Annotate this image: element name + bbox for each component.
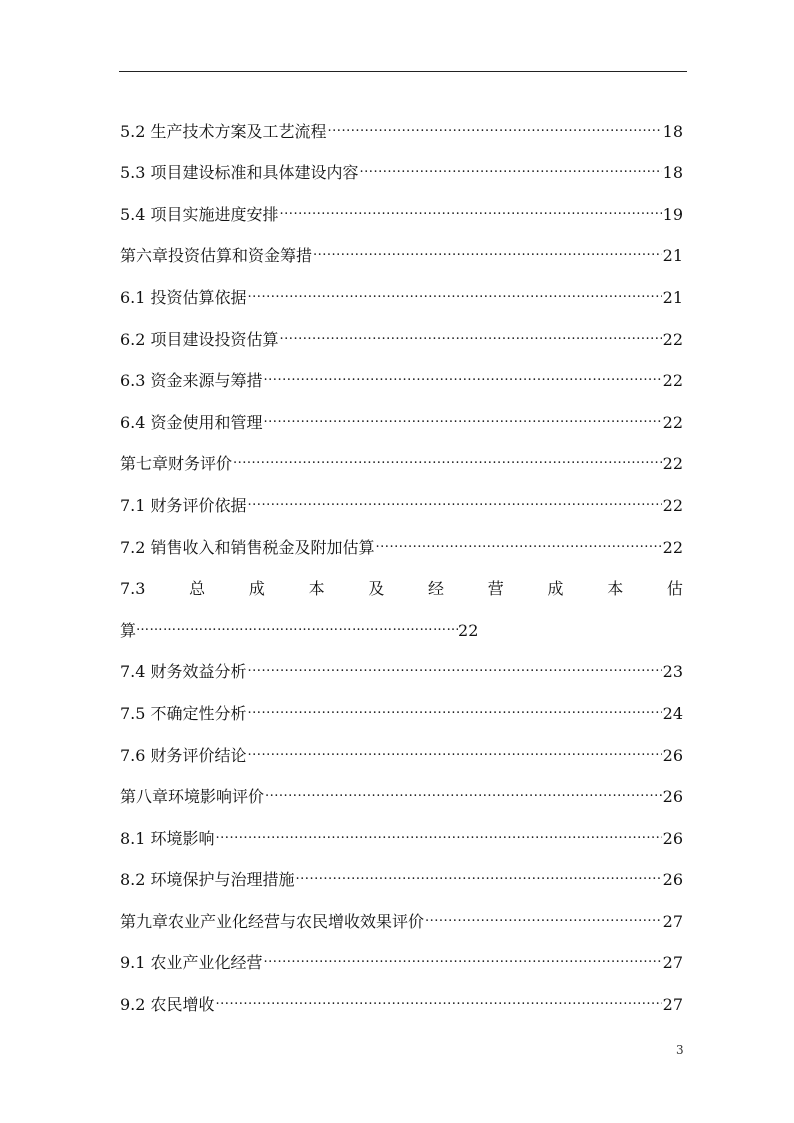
toc-dot-leader <box>216 991 662 1011</box>
toc-entry[interactable] <box>120 724 683 766</box>
toc-entry-title: 7.6 财务评价结论 <box>120 745 247 765</box>
toc-dot-leader <box>248 492 662 512</box>
toc-entry[interactable] <box>120 641 683 683</box>
toc-spread-char: 经 <box>428 579 445 599</box>
toc-spread-char: 成 <box>547 579 564 599</box>
toc-entry[interactable] <box>120 433 683 475</box>
toc-dot-leader <box>280 201 662 221</box>
toc-entry-page: 24 <box>662 703 683 723</box>
toc-entry-page: 22 <box>458 620 479 640</box>
toc-entry[interactable] <box>120 890 683 932</box>
toc-entry[interactable] <box>120 266 683 308</box>
toc-entry-page: 21 <box>662 287 683 307</box>
toc-spread-char: 本 <box>308 579 325 599</box>
toc-entry-title: 第七章财务评价 <box>120 454 233 474</box>
toc-dot-leader <box>376 534 662 554</box>
toc-entry-page: 27 <box>662 995 683 1015</box>
toc-entry[interactable] <box>120 766 683 808</box>
toc-spread-char: 营 <box>487 579 504 599</box>
toc-entry-title: 8.2 环境保护与治理措施 <box>120 870 295 890</box>
toc-dot-leader <box>296 866 662 886</box>
toc-entry-title: 9.2 农民增收 <box>120 995 215 1015</box>
toc-entry[interactable] <box>120 849 683 891</box>
toc-entry-wrapped-continuation[interactable] <box>120 599 683 641</box>
toc-entry-title: 6.1 投资估算依据 <box>120 287 247 307</box>
toc-entry-title: 6.2 项目建设投资估算 <box>120 329 279 349</box>
toc-entry-page: 23 <box>662 662 683 682</box>
toc-dot-leader <box>264 949 662 969</box>
toc-entry[interactable] <box>120 807 683 849</box>
toc-section-before <box>120 100 683 558</box>
toc-entry-page: 22 <box>662 329 683 349</box>
toc-entry-page: 26 <box>662 787 683 807</box>
toc-dot-leader <box>248 700 662 720</box>
toc-entry-page: 22 <box>662 537 683 557</box>
toc-dot-leader <box>248 742 662 762</box>
toc-entry-title: 7.4 财务效益分析 <box>120 662 247 682</box>
toc-entry[interactable] <box>120 474 683 516</box>
toc-entry-wrapped[interactable] <box>120 558 683 600</box>
toc-spread-char: 估 <box>666 579 683 599</box>
toc-dot-leader <box>280 326 662 346</box>
toc-entry-title: 7.2 销售收入和销售税金及附加估算 <box>120 537 375 557</box>
toc-entry-title: 6.3 资金来源与筹措 <box>120 371 263 391</box>
toc-entry[interactable] <box>120 350 683 392</box>
toc-entry-title: 7.5 不确定性分析 <box>120 703 247 723</box>
toc-dot-leader <box>328 118 662 138</box>
toc-entry-title: 8.1 环境影响 <box>120 828 215 848</box>
toc-entry-page: 21 <box>662 246 683 266</box>
toc-dot-leader <box>313 242 662 262</box>
toc-dot-leader <box>233 450 662 470</box>
toc-entry-page: 22 <box>662 454 683 474</box>
toc-entry-title: 5.2 生产技术方案及工艺流程 <box>120 121 327 141</box>
toc-entry[interactable] <box>120 682 683 724</box>
toc-dot-leader <box>425 908 662 928</box>
toc-entry-title: 7.1 财务评价依据 <box>120 495 247 515</box>
page-number: 3 <box>676 1043 684 1057</box>
toc-entry[interactable] <box>120 516 683 558</box>
toc-entry[interactable] <box>120 932 683 974</box>
toc-entry-page: 26 <box>662 828 683 848</box>
toc-entry[interactable] <box>120 973 683 1015</box>
toc-section-after <box>120 641 683 1015</box>
toc-entry-title: 算 <box>120 620 137 640</box>
toc-entry-page: 26 <box>662 870 683 890</box>
toc-entry[interactable] <box>120 391 683 433</box>
toc-entry-page: 18 <box>662 163 683 183</box>
toc-entry-page: 22 <box>662 495 683 515</box>
toc-entry[interactable] <box>120 142 683 184</box>
toc-entry[interactable] <box>120 183 683 225</box>
toc-dot-leader <box>248 284 662 304</box>
toc-entry-page: 22 <box>662 371 683 391</box>
toc-dot-leader <box>265 783 662 803</box>
toc-entry[interactable] <box>120 225 683 267</box>
toc-entry-page: 26 <box>662 745 683 765</box>
toc-entry-title: 5.4 项目实施进度安排 <box>120 204 279 224</box>
toc-entry[interactable] <box>120 100 683 142</box>
table-of-contents <box>120 100 683 1015</box>
toc-entry-title: 5.3 项目建设标准和具体建设内容 <box>120 163 359 183</box>
toc-spread-char: 及 <box>368 579 385 599</box>
toc-entry-title: 9.1 农业产业化经营 <box>120 953 263 973</box>
toc-entry-page: 27 <box>662 911 683 931</box>
toc-entry[interactable] <box>120 308 683 350</box>
toc-spread-char: 总 <box>189 579 206 599</box>
toc-entry-page: 18 <box>662 121 683 141</box>
toc-entry-page: 22 <box>662 412 683 432</box>
toc-dot-leader <box>264 409 662 429</box>
header-rule <box>119 71 687 72</box>
toc-spread-char: 本 <box>607 579 624 599</box>
toc-entry-title: 第六章投资估算和资金筹措 <box>120 246 313 266</box>
toc-dot-leader <box>360 159 662 179</box>
toc-entry-title: 第九章农业产业化经营与农民增收效果评价 <box>120 911 425 931</box>
toc-entry-title: 第八章环境影响评价 <box>120 787 265 807</box>
toc-entry-page: 19 <box>662 204 683 224</box>
toc-spread-char: 成 <box>248 579 265 599</box>
toc-spread-char: 7.3 <box>120 579 146 599</box>
toc-entry-title: 6.4 资金使用和管理 <box>120 412 263 432</box>
toc-entry-page: 27 <box>662 953 683 973</box>
toc-dot-leader <box>136 617 458 637</box>
toc-dot-leader <box>216 825 662 845</box>
toc-dot-leader <box>264 367 662 387</box>
toc-dot-leader <box>248 658 662 678</box>
